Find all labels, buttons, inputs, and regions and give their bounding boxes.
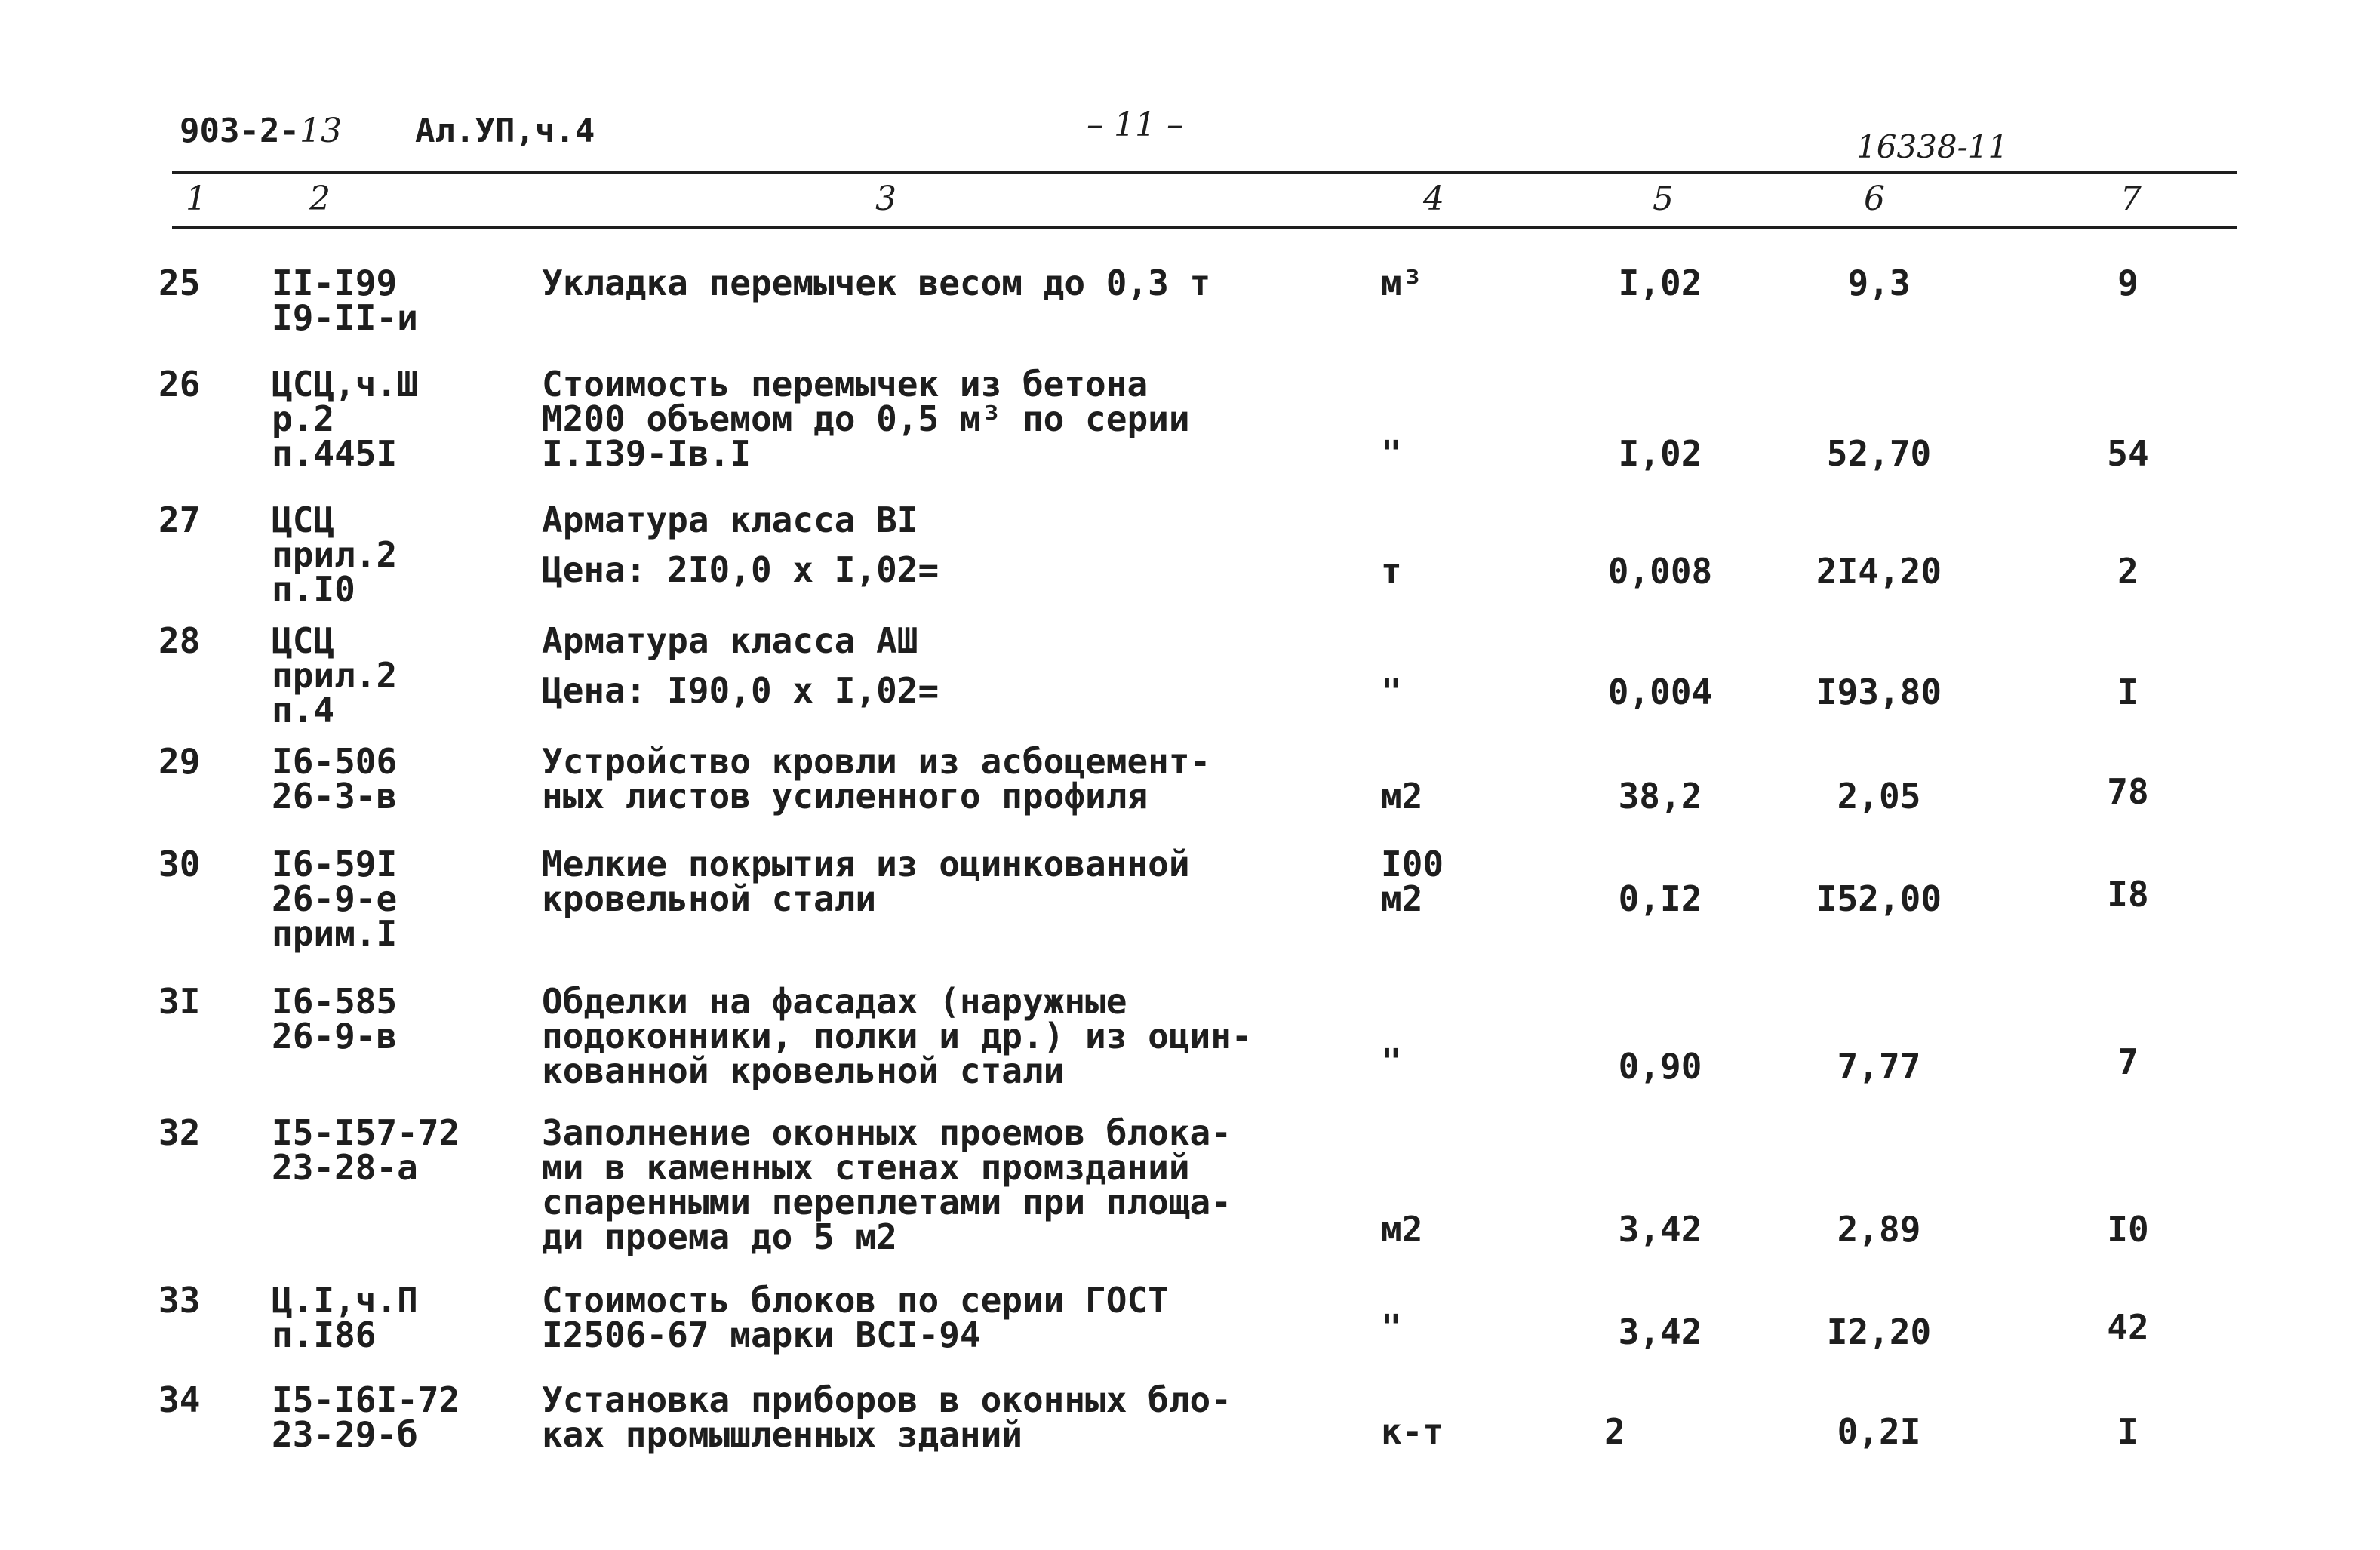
work-description: Укладка перемычек весом до 0,3 т (542, 263, 1211, 303)
work-description: Мелкие покрытия из оцинкованной кровельной стали (542, 844, 1190, 919)
unit: " (1381, 433, 1402, 474)
work-description: Стоимость перемычек из бетона М200 объемом до 0,5 м³ по серии I.I39-Iв.I (542, 364, 1190, 474)
total-cost: 2 (2117, 551, 2139, 592)
total-cost: I (2117, 1411, 2139, 1452)
work-description: Стоимость блоков по серии ГОСТ I2506-67 марки ВСI-94 (542, 1280, 1169, 1355)
column-number-2: 2 (309, 180, 331, 218)
total-cost: I0 (2107, 1209, 2149, 1250)
unit: м³ (1381, 263, 1423, 303)
unit-price: 9,3 (1847, 263, 1911, 303)
quantity: 0,004 (1607, 672, 1713, 712)
unit-price: I93,80 (1816, 672, 1942, 712)
norm-code: ЦСЦ,ч.Ш р.2 п.445I (272, 364, 418, 474)
quantity: 3,42 (1618, 1209, 1702, 1250)
quantity: 0,90 (1618, 1046, 1702, 1087)
quantity: I,02 (1618, 433, 1702, 474)
total-cost: 42 (2107, 1307, 2149, 1348)
row-number: 30 (158, 844, 201, 884)
unit: т (1381, 551, 1402, 592)
row-number: 32 (158, 1112, 201, 1153)
norm-code: I6-59I 26-9-е прим.I (272, 844, 398, 954)
unit: I00 м2 (1381, 844, 1444, 919)
quantity: 3,42 (1618, 1312, 1702, 1352)
doc-code-handwritten: 13 (299, 112, 342, 150)
doc-code (180, 112, 342, 150)
row-number: 33 (158, 1280, 201, 1321)
unit: м2 (1381, 1209, 1423, 1250)
work-description: Установка приборов в оконных бло- ках промышленных зданий (542, 1379, 1232, 1455)
row-number: 27 (158, 500, 201, 540)
total-cost: I (2117, 672, 2139, 712)
row-number: 34 (158, 1379, 201, 1420)
total-cost: 78 (2107, 771, 2149, 812)
unit: м2 (1381, 776, 1423, 817)
unit: " (1381, 1307, 1402, 1348)
quantity: 2 (1604, 1411, 1625, 1452)
row-number: 25 (158, 263, 201, 303)
norm-code: I6-585 26-9-в (272, 981, 398, 1056)
unit-price: 2I4,20 (1816, 551, 1942, 592)
unit-price: 2,05 (1837, 776, 1921, 817)
unit-price: 0,2I (1837, 1411, 1921, 1452)
unit-price: I2,20 (1826, 1312, 1932, 1352)
work-description: Арматура класса АШ Цена: I90,0 х I,02= (542, 620, 939, 711)
norm-code: I5-I6I-72 23-29-б (272, 1379, 460, 1455)
column-number-6: 6 (1864, 180, 1885, 218)
work-description: Заполнение оконных проемов блока- ми в каменных стенах промзданий спаренными переплетами при площа- ди проема до 5 м2 (542, 1112, 1232, 1257)
norm-code: ЦСЦ прил.2 п.I0 (272, 500, 398, 610)
quantity: 38,2 (1618, 776, 1702, 817)
row-number: 29 (158, 741, 201, 782)
column-number-7: 7 (2120, 180, 2142, 218)
total-cost: 7 (2117, 1041, 2139, 1082)
work-description: Обделки на фасадах (наружные подоконники, полки и др.) из оцин- кованной кровельной стали (542, 981, 1253, 1091)
norm-code: I6-506 26-3-в (272, 741, 398, 817)
total-cost: I8 (2107, 874, 2149, 915)
column-number-5: 5 (1653, 180, 1674, 218)
doc-code-printed: 903-2- (180, 112, 300, 150)
total-cost: 54 (2107, 433, 2149, 474)
norm-code: II-I99 I9-II-и (272, 263, 418, 338)
header-bottom-rule (172, 226, 2237, 229)
page-number: – 11 – (1087, 106, 1183, 144)
row-number: 26 (158, 364, 201, 404)
unit: " (1381, 1041, 1402, 1082)
unit-price: 2,89 (1837, 1209, 1921, 1250)
sheet-reference: 16338-11 (1856, 128, 2009, 165)
norm-code: Ц.I,ч.П п.I86 (272, 1280, 418, 1355)
work-description: Арматура класса BI Цена: 2I0,0 х I,02= (542, 500, 939, 590)
column-number-4: 4 (1423, 180, 1444, 218)
norm-code: ЦСЦ прил.2 п.4 (272, 620, 398, 730)
quantity: 0,I2 (1618, 878, 1702, 919)
unit-price: 52,70 (1826, 433, 1932, 474)
row-number: 28 (158, 620, 201, 661)
total-cost: 9 (2117, 263, 2139, 303)
quantity: 0,008 (1607, 551, 1713, 592)
work-description: Устройство кровли из асбоцемент- ных листов усиленного профиля (542, 741, 1211, 817)
quantity: I,02 (1618, 263, 1702, 303)
unit-price: 7,77 (1837, 1046, 1921, 1087)
header-top-rule (172, 171, 2237, 174)
row-number: 3I (158, 981, 201, 1022)
column-number-1: 1 (186, 180, 207, 218)
norm-code: I5-I57-72 23-28-а (272, 1112, 460, 1188)
album-label: Ал.УП,ч.4 (415, 112, 595, 150)
unit: к-т (1381, 1411, 1444, 1452)
column-number-3: 3 (875, 180, 896, 218)
unit-price: I52,00 (1816, 878, 1942, 919)
unit: " (1381, 672, 1402, 712)
